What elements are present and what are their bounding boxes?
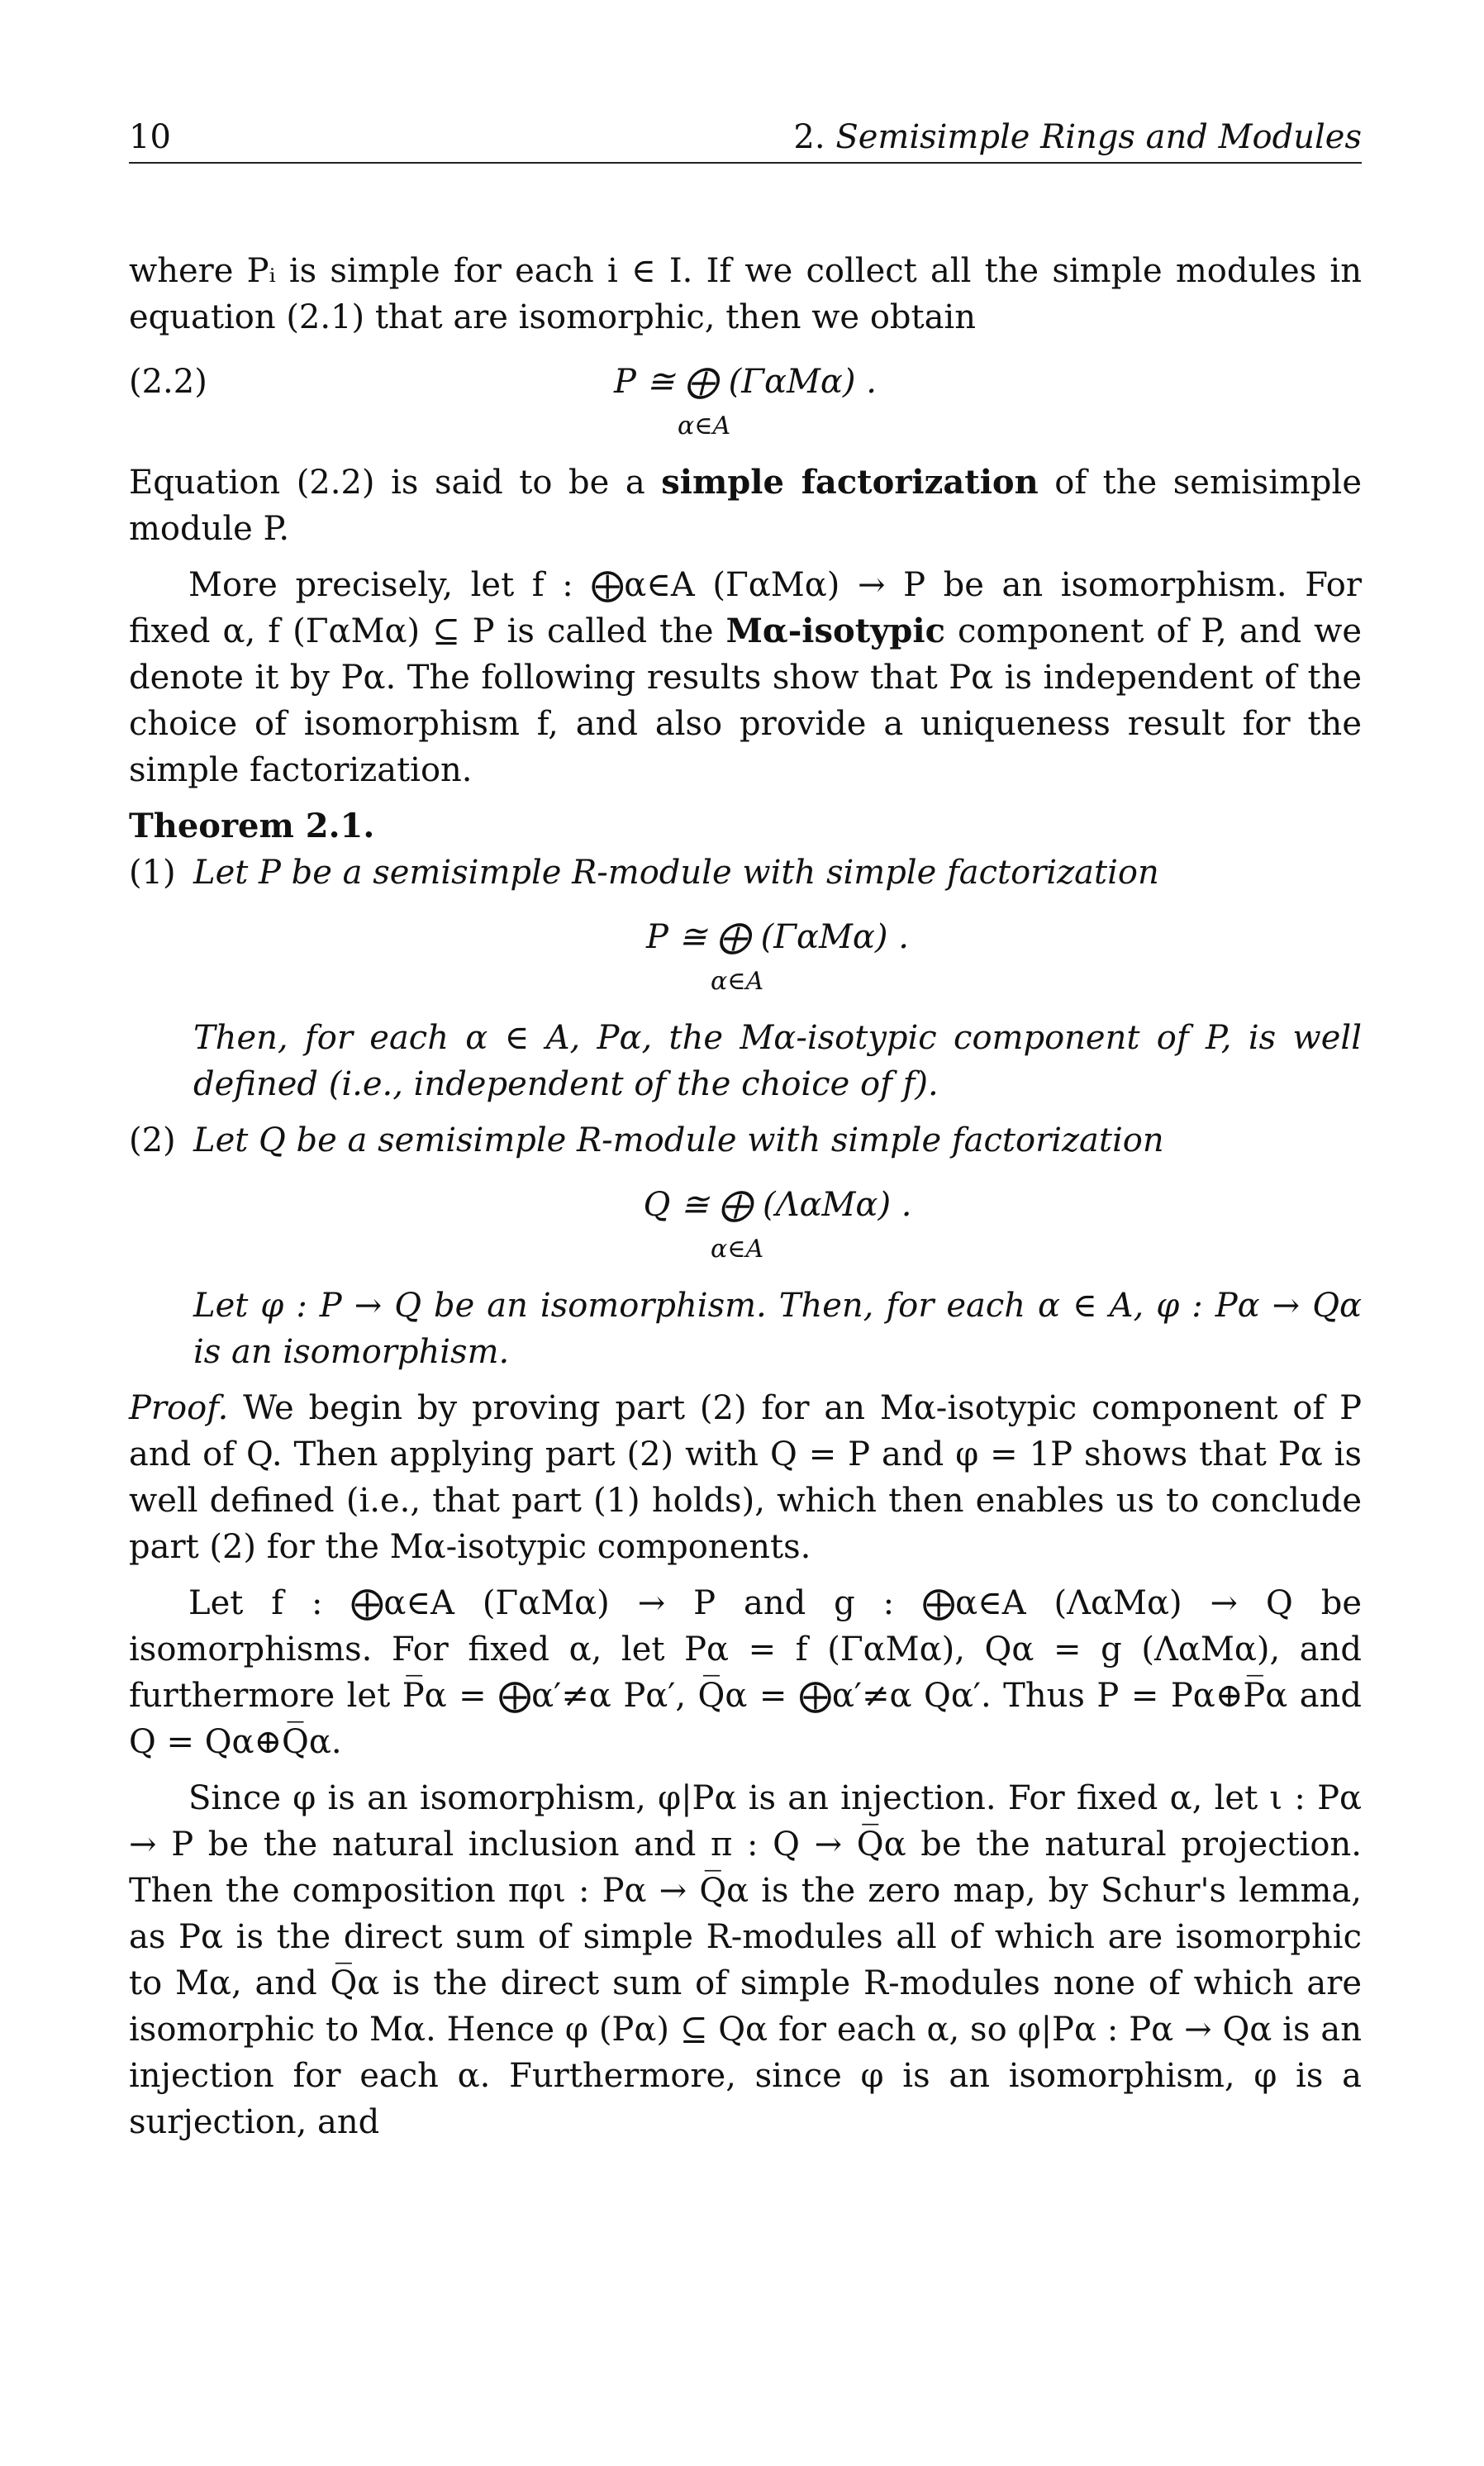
running-head: [793, 112, 1362, 162]
definition-text-before: Equation (2.2) is said to be a: [129, 464, 662, 502]
item-1-conclusion: Then, for each α ∈ A, Pα, the Mα-isotypic component of P, is well defined (i.e., independent of the choice of f).: [193, 1019, 1362, 1103]
item-2-label: (2): [129, 1121, 176, 1159]
item-1-label: (1): [129, 854, 176, 892]
item-2-subscript: α∈A: [711, 1235, 764, 1264]
isotypic-text-a: More precisely, let f : ⨁α∈A (ΓαMα) → P be an isomorphism. For fixed α, f (ΓαMα) ⊆ P is called the: [129, 566, 1362, 650]
proof-paragraph-2: Let f : ⨁α∈A (ΓαMα) → P and g : ⨁α∈A (ΛαMα) → Q be isomorphisms. For fixed α, let Pα = f (ΓαMα), Qα = g (ΛαMα), and furthermore let P̅α = ⨁α′≠α Pα′, Q̅α = ⨁α′≠α Qα′. Thus P = Pα⊕P̅α and Q = Qα⊕Q̅α.: [129, 1584, 1362, 1761]
page-body: [129, 248, 1362, 2145]
running-head-number: 2.: [793, 118, 825, 156]
proof-label: Proof.: [129, 1389, 229, 1427]
term-simple-factorization: simple factorization: [661, 463, 1039, 502]
page-number: 10: [129, 118, 171, 156]
isotypic-text-b: component of P, and we denote it by Pα. The following results show that Pα is independent of the choice of isomorphism f, and also provide a uniqueness result for the simple factorization.: [129, 612, 1362, 789]
equation-2-2: [129, 359, 1362, 441]
definition-text-after: of the semisimple module P.: [129, 464, 1362, 548]
running-head-title: Semisimple Rings and Modules: [835, 118, 1362, 156]
paragraph-definition: [129, 459, 1362, 552]
item-1-equation: [193, 914, 1362, 997]
item-2-equation: [193, 1182, 1362, 1264]
proof-text-1: We begin by proving part (2) for an Mα-isotypic component of P and of Q. Then applying part (2) with Q = P and φ = 1P shows that Pα is well defined (i.e., that part (1) holds), which then enables us to conclude part (2) for the Mα-isotypic components.: [129, 1389, 1362, 1566]
theorem-title: Theorem 2.1.: [129, 807, 375, 845]
equation-number: (2.2): [129, 363, 207, 401]
item-1-subscript: α∈A: [711, 967, 764, 996]
equation-formula: P ≅ ⨁ (ΓαMα) .: [614, 363, 877, 401]
theorem-item-1: [129, 850, 1362, 1107]
theorem-item-2: [129, 1117, 1362, 1375]
item-2-conclusion: Let φ : P → Q be an isomorphism. Then, for each α ∈ A, φ : Pα → Qα is an isomorphism.: [193, 1287, 1362, 1371]
item-2-formula: Q ≅ ⨁ (ΛαMα) .: [643, 1186, 912, 1224]
paragraph-intro: where Pᵢ is simple for each i ∈ I. If we collect all the simple modules in equation (2.1) that are isomorphic, then we obtain: [129, 252, 1362, 336]
item-2-statement: Let Q be a semisimple R-module with simple factorization: [193, 1121, 1164, 1159]
paragraph-isotypic: [129, 562, 1362, 793]
equation-subscript: α∈A: [678, 412, 731, 440]
proof-paragraph-1: [129, 1385, 1362, 1570]
item-1-formula: P ≅ ⨁ (ΓαMα) .: [646, 918, 909, 956]
proof-paragraph-3: Since φ is an isomorphism, φ|Pα is an injection. For fixed α, let ι : Pα → P be the natural inclusion and π : Q → Q̅α be the natural projection. Then the composition πφι : Pα → Q̅α is the zero map, by Schur's lemma, as Pα is the direct sum of simple R-modules all of which are isomorphic to Mα, and Q̅α is the direct sum of simple R-modules none of which are isomorphic to Mα. Hence φ (Pα) ⊆ Qα for each α, so φ|Pα : Pα → Qα is an injection for each α. Furthermore, since φ is an isomorphism, φ is a surjection, and: [129, 1779, 1362, 2141]
page-header: [129, 112, 1362, 164]
item-1-statement: Let P be a semisimple R-module with simple factorization: [193, 854, 1159, 892]
term-isotypic: Mα-isotypic: [725, 612, 945, 650]
